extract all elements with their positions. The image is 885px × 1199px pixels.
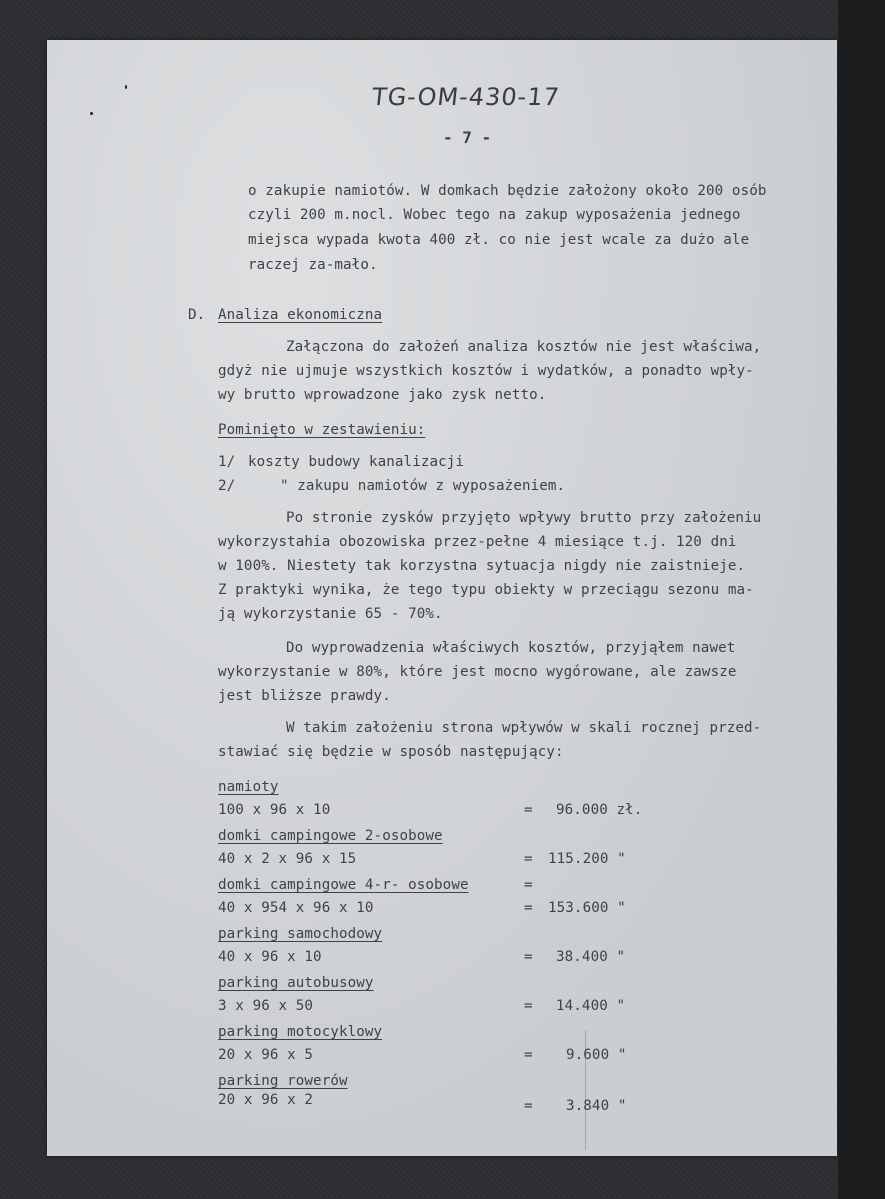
revenue-item-label-equals: = [524,877,533,893]
paragraph-line: jest bliższe prawdy. [218,688,391,704]
section-title: Analiza ekonomiczna [218,307,383,323]
revenue-item-calc: 40 x 954 x 96 x 10 [218,900,374,916]
revenue-item-label: parking samochodowy [218,926,383,942]
paragraph-line: wy brutto wprowadzone jako zysk netto. [218,387,547,403]
intro-line: raczej za-mało. [248,257,378,273]
scan-background-edge [838,0,885,1199]
paragraph-line: w 100%. Niestety tak korzystna sytuacja nigdy nie zaistnieje. [218,558,746,574]
page-number: - 7 - [443,128,492,147]
omitted-item-number: 1/ [218,454,236,470]
revenue-item-calc: 40 x 96 x 10 [218,949,322,965]
revenue-item-label: parking rowerów [218,1073,348,1089]
handwritten-document-id: TG-OM-430-17 [370,83,562,111]
paragraph-line: W takim założeniu strona wpływów w skali rocznej przed- [286,720,762,736]
revenue-item-amount: 153.600 " [548,900,626,916]
paragraph-line: Po stronie zysków przyjęto wpływy brutto przy założeniu [286,510,762,526]
revenue-item-label: parking motocyklowy [218,1024,383,1040]
revenue-item-amount: 9.600 " [566,1047,627,1063]
section-letter: D. [188,307,206,323]
omitted-item-number: 2/ [218,478,236,494]
revenue-item-equals: = [524,900,533,916]
omitted-item-text: koszty budowy kanalizacji [248,454,465,470]
revenue-item-label: domki campingowe 4-r- osobowe [218,877,469,893]
revenue-item-equals: = [524,1047,533,1063]
revenue-item-equals: = [524,1098,533,1114]
revenue-item-calc: 3 x 96 x 50 [218,998,314,1014]
revenue-item-calc: 100 x 96 x 10 [218,802,331,818]
revenue-item-equals: = [524,949,533,965]
paragraph-line: Do wyprowadzenia właściwych kosztów, przyjąłem nawet [286,640,736,656]
revenue-item-amount: 96.000 zł. [556,802,643,818]
revenue-item-amount: 38.400 " [556,949,626,965]
paragraph-line: gdyż nie ujmuje wszystkich kosztów i wydatków, a ponadto wpły- [218,363,754,379]
ink-dot [125,85,127,89]
paragraph-line: wykorzystanie w 80%, które jest mocno wygórowane, ale zawsze [218,664,737,680]
ink-dot [90,112,93,115]
omitted-heading: Pominięto w zestawieniu: [218,422,426,438]
intro-line: miejsca wypada kwota 400 zł. co nie jest wcale za dużo ale [248,232,750,248]
revenue-item-amount: 3.840 " [566,1098,627,1114]
revenue-item-equals: = [524,998,533,1014]
paragraph-line: stawiać się będzie w sposób następujący: [218,744,564,760]
revenue-item-equals: = [524,802,533,818]
revenue-item-amount: 115.200 " [548,851,626,867]
revenue-item-calc: 20 x 96 x 5 [218,1047,314,1063]
paragraph-line: wykorzystahia obozowiska przez-pełne 4 miesiące t.j. 120 dni [218,534,737,550]
revenue-item-label: parking autobusowy [218,975,374,991]
revenue-item-calc: 40 x 2 x 96 x 15 [218,851,357,867]
omitted-item-text: " zakupu namiotów z wyposażeniem. [280,478,566,494]
revenue-item-label: namioty [218,779,279,795]
revenue-item-equals: = [524,851,533,867]
revenue-item-label: domki campingowe 2-osobowe [218,828,443,844]
paragraph-line: Z praktyki wynika, że tego typu obiekty w przeciągu sezonu ma- [218,582,754,598]
intro-line: czyli 200 m.nocl. Wobec tego na zakup wyposażenia jednego [248,207,741,223]
paragraph-line: ją wykorzystanie 65 - 70%. [218,606,443,622]
revenue-item-amount: 14.400 " [556,998,626,1014]
revenue-item-calc: 20 x 96 x 2 [218,1092,314,1108]
paragraph-line: Załączona do założeń analiza kosztów nie jest właściwa, [286,339,762,355]
intro-line: o zakupie namiotów. W domkach będzie założony około 200 osób [248,183,767,199]
